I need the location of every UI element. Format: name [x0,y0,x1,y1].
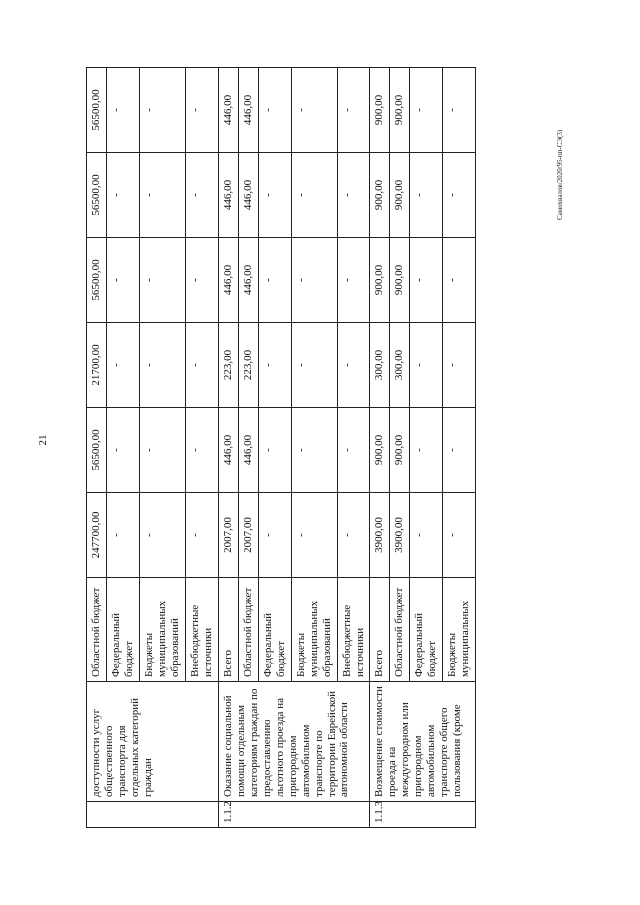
amount-cell: - [139,408,185,493]
amount-cell: 900,00 [390,68,410,153]
amount-cell: 446,00 [238,153,258,238]
document-reference-note: Самохвалов/2020/95-пп-СЭ(3) [556,129,564,220]
amount-cell: 446,00 [218,238,238,323]
amount-cell: 300,00 [370,323,390,408]
amount-cell: - [337,238,370,323]
amount-cell: 3900,00 [370,493,390,578]
amount-cell: 446,00 [238,238,258,323]
amount-cell: - [443,323,476,408]
amount-cell: 56500,00 [87,408,107,493]
amount-cell: - [258,68,291,153]
amount-cell: 2007,00 [238,493,258,578]
amount-cell: - [337,408,370,493]
funding-source: Всего [218,578,238,682]
amount-cell: - [337,493,370,578]
amount-cell: 56500,00 [87,238,107,323]
amount-cell: - [258,153,291,238]
amount-cell: - [443,68,476,153]
amount-cell: 900,00 [390,238,410,323]
table-row [87,68,107,828]
table-row [370,68,390,828]
amount-cell: 223,00 [238,323,258,408]
funding-table [86,67,476,828]
amount-cell: - [291,238,337,323]
amount-cell: 21700,00 [87,323,107,408]
amount-cell: - [258,493,291,578]
page-number: 21 [37,434,49,446]
funding-source: Федеральный бюджет [410,578,443,682]
amount-cell: 900,00 [370,408,390,493]
amount-cell: - [410,153,443,238]
amount-cell: 300,00 [390,323,410,408]
funding-source: Внебюджетные источники [337,578,370,682]
amount-cell: - [106,408,139,493]
amount-cell: - [443,493,476,578]
amount-cell: 56500,00 [87,153,107,238]
item-title: Возмещение стоимости проезда на междугородном или пригородном автомобильном транспорте общего пользования (кроме [370,682,476,802]
amount-cell: - [185,323,218,408]
amount-cell: - [258,408,291,493]
amount-cell: - [139,238,185,323]
amount-cell: - [185,238,218,323]
item-code: 1.1.2 [218,802,370,828]
funding-source: Бюджеты муниципальных [443,578,476,682]
funding-source: Всего [370,578,390,682]
amount-cell: - [258,238,291,323]
amount-cell: - [410,323,443,408]
amount-cell: - [291,153,337,238]
funding-source: Областной бюджет [390,578,410,682]
amount-cell: - [106,238,139,323]
amount-cell: - [185,493,218,578]
amount-cell: - [185,68,218,153]
amount-cell: 446,00 [238,68,258,153]
amount-cell: - [443,408,476,493]
item-title: доступности услуг общественного транспорта для отдельных категорий граждан [87,682,219,802]
amount-cell: - [106,68,139,153]
amount-cell: - [291,493,337,578]
amount-cell: - [185,153,218,238]
item-code [87,802,219,828]
funding-source: Областной бюджет [238,578,258,682]
amount-cell: 56500,00 [87,68,107,153]
amount-cell: 900,00 [390,408,410,493]
amount-cell: 446,00 [218,153,238,238]
funding-source: Федеральный бюджет [258,578,291,682]
amount-cell: - [139,68,185,153]
amount-cell: - [443,238,476,323]
amount-cell: - [291,68,337,153]
amount-cell: 900,00 [370,68,390,153]
amount-cell: - [185,408,218,493]
amount-cell: - [410,408,443,493]
funding-source: Бюджеты муниципальных образований [139,578,185,682]
funding-source: Бюджеты муниципальных образований [291,578,337,682]
amount-cell: - [139,493,185,578]
amount-cell: 900,00 [370,153,390,238]
amount-cell: - [106,323,139,408]
amount-cell: - [410,68,443,153]
amount-cell: - [106,493,139,578]
amount-cell: - [443,153,476,238]
table-row [218,68,238,828]
amount-cell: - [337,323,370,408]
amount-cell: - [139,153,185,238]
amount-cell: - [258,323,291,408]
amount-cell: 247700,00 [87,493,107,578]
item-code: 1.1.3 [370,802,476,828]
amount-cell: - [337,68,370,153]
amount-cell: - [106,153,139,238]
amount-cell: - [291,408,337,493]
amount-cell: - [139,323,185,408]
amount-cell: - [410,238,443,323]
amount-cell: 900,00 [390,153,410,238]
amount-cell: 446,00 [218,68,238,153]
amount-cell: - [410,493,443,578]
item-title: Оказание социальной помощи отдельным категориям граждан по предоставлению льготного проезда на пригородном автомобильном транспорте по территории Еврейской автономной области [218,682,370,802]
funding-source: Внебюджетные источники [185,578,218,682]
amount-cell: 446,00 [238,408,258,493]
funding-source: Федеральный бюджет [106,578,139,682]
funding-source: Областной бюджет [87,578,107,682]
amount-cell: 223,00 [218,323,238,408]
rotated-table-wrapper [86,68,556,828]
amount-cell: 900,00 [370,238,390,323]
amount-cell: 446,00 [218,408,238,493]
amount-cell: - [337,153,370,238]
amount-cell: 2007,00 [218,493,238,578]
amount-cell: 3900,00 [390,493,410,578]
amount-cell: - [291,323,337,408]
